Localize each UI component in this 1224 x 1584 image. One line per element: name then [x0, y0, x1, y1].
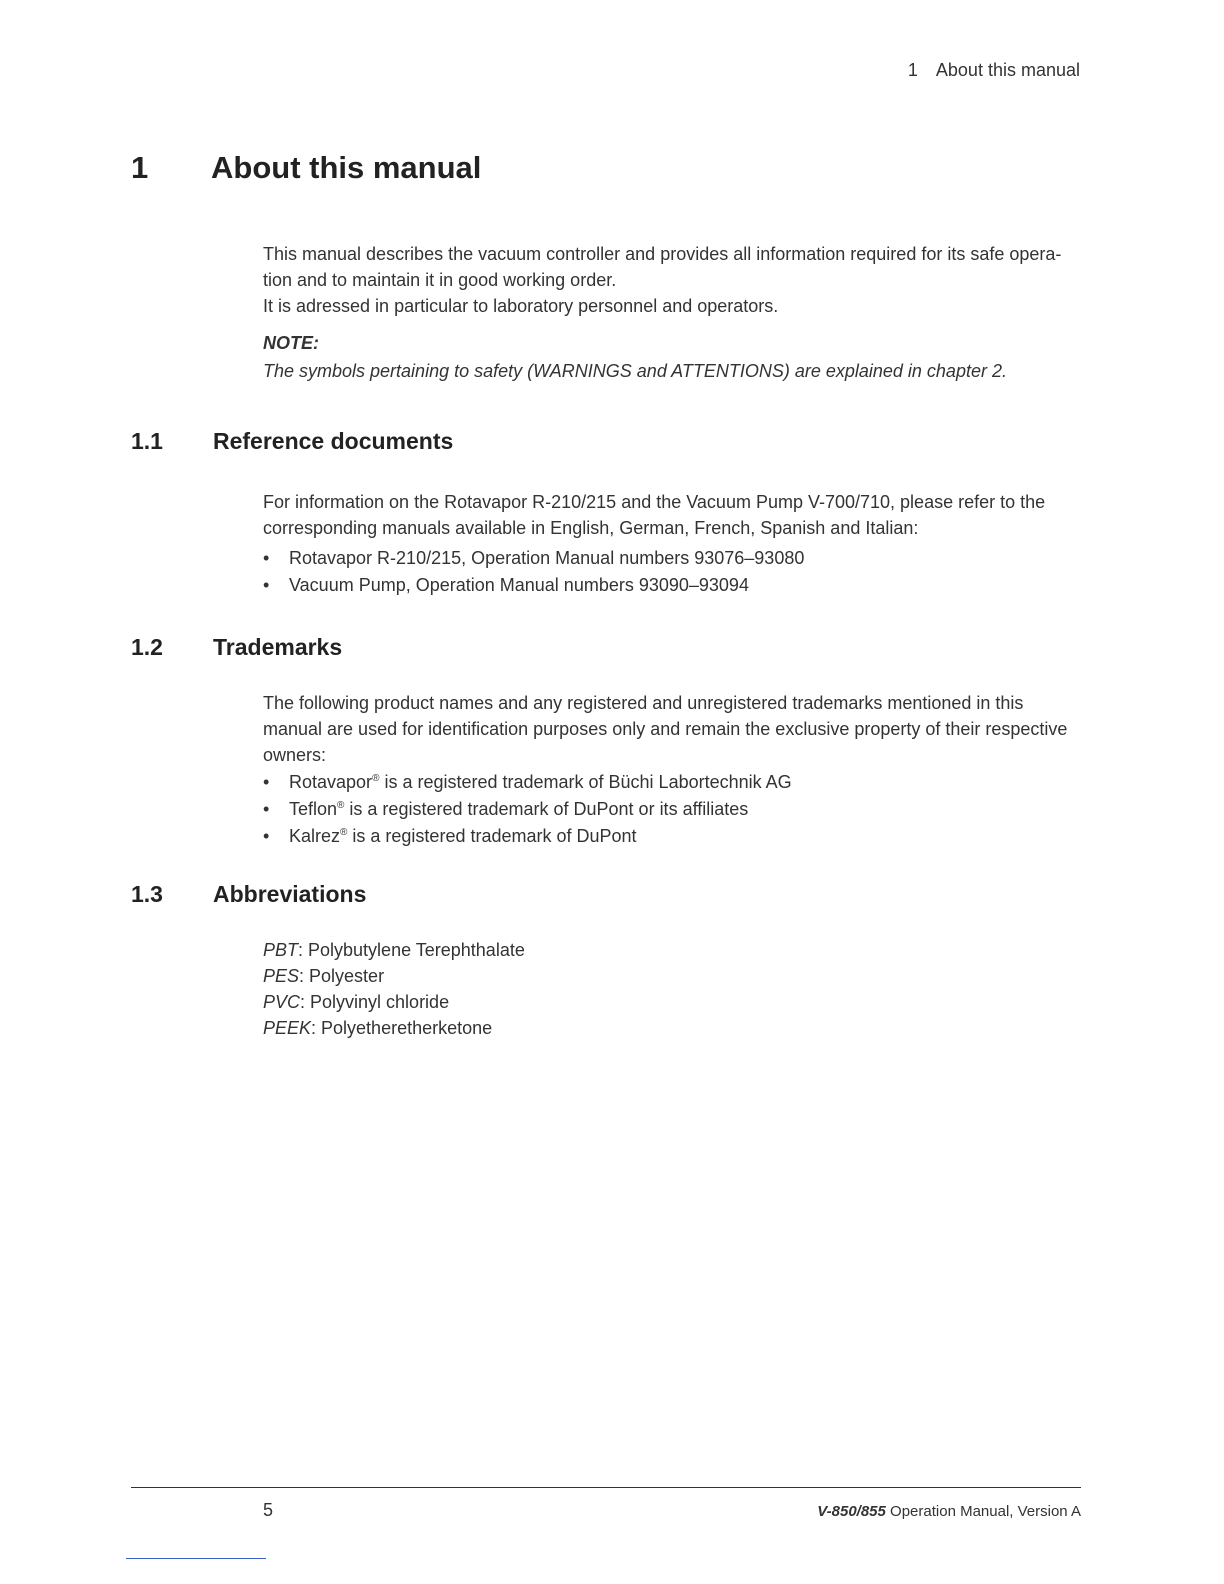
- note-text: The symbols pertaining to safety (WARNINGS and ATTENTIONS) are explained in chapter 2.: [263, 361, 1007, 381]
- chapter-heading: [131, 150, 481, 186]
- abbreviation-term: PBT: [263, 940, 299, 960]
- section-number: 1.1: [131, 428, 163, 454]
- section-heading-abbreviations: [131, 881, 366, 908]
- chapter-title: About this manual: [211, 150, 482, 185]
- abbreviation-meaning: : Polybutylene Terephthalate: [298, 940, 525, 960]
- section-number: 1.3: [131, 881, 163, 907]
- bullet-icon: •: [263, 799, 270, 819]
- footer-manual-title: Operation Manual, Version A: [885, 1503, 1081, 1520]
- abbreviations-block: [263, 937, 1075, 1041]
- bullet-icon: •: [263, 772, 270, 792]
- abbreviation-meaning: : Polyvinyl chloride: [300, 992, 450, 1012]
- running-header: [908, 60, 1080, 81]
- running-header-number: 1: [907, 60, 918, 80]
- abbreviation-term: PEEK: [263, 1018, 312, 1038]
- abbreviation-row: [263, 937, 1075, 963]
- trademarks-intro: The following product names and any registered and unregistered trademarks mentioned in this manual are used for identification purposes only and remain the exclusive property of their respective owners:: [263, 693, 1068, 765]
- chapter-number: 1: [131, 150, 149, 185]
- list-item: • Vacuum Pump, Operation Manual numbers 93090–93094: [263, 572, 1075, 598]
- link-underline: [126, 1558, 266, 1559]
- bullet-icon: •: [263, 826, 270, 846]
- abbreviation-term: PES: [263, 966, 300, 986]
- section-heading-trademarks: [131, 634, 342, 661]
- section-title: Reference documents: [213, 428, 454, 454]
- bullet-icon: •: [263, 548, 270, 568]
- chapter-intro: [263, 241, 1075, 385]
- abbreviation-row: [263, 989, 1075, 1015]
- list-item: • Rotavapor® is a registered trademark of Büchi Labortechnik AG: [263, 769, 1075, 795]
- list-item: • Kalrez® is a registered trademark of DuPont: [263, 823, 1075, 849]
- trademarks-list: [263, 769, 1075, 849]
- note-label: NOTE:: [263, 333, 319, 353]
- section-title: Abbreviations: [213, 881, 367, 907]
- trademarks-block: [263, 690, 1075, 850]
- intro-line: This manual describes the vacuum controller and provides all information required for its safe opera-: [263, 244, 1062, 264]
- footer-model: V-850/855: [817, 1503, 886, 1520]
- abbreviation-meaning: : Polyester: [299, 966, 385, 986]
- section-number: 1.2: [131, 634, 163, 660]
- footer-title: [817, 1503, 1081, 1520]
- page-number: 5: [263, 1500, 274, 1520]
- intro-line: tion and to maintain it in good working order.: [263, 270, 617, 290]
- footer-divider: [131, 1487, 1081, 1488]
- reference-list: [263, 545, 1075, 598]
- list-item: • Rotavapor R-210/215, Operation Manual numbers 93076–93080: [263, 545, 1075, 571]
- running-header-title: About this manual: [935, 60, 1080, 80]
- abbreviation-row: [263, 963, 1075, 989]
- reference-intro: For information on the Rotavapor R-210/215 and the Vacuum Pump V-700/710, please refer to the corresponding manuals available in English, German, French, Spanish and Italian:: [263, 492, 1046, 538]
- section-heading-reference: [131, 428, 453, 455]
- bullet-icon: •: [263, 575, 270, 595]
- abbreviation-meaning: : Polyetheretherketone: [311, 1018, 493, 1038]
- reference-block: [263, 489, 1075, 599]
- abbreviation-row: [263, 1015, 1075, 1041]
- section-title: Trademarks: [213, 634, 343, 660]
- abbreviation-term: PVC: [263, 992, 301, 1012]
- intro-line: It is adressed in particular to laboratory personnel and operators.: [263, 296, 779, 316]
- list-item: • Teflon® is a registered trademark of DuPont or its affiliates: [263, 796, 1075, 822]
